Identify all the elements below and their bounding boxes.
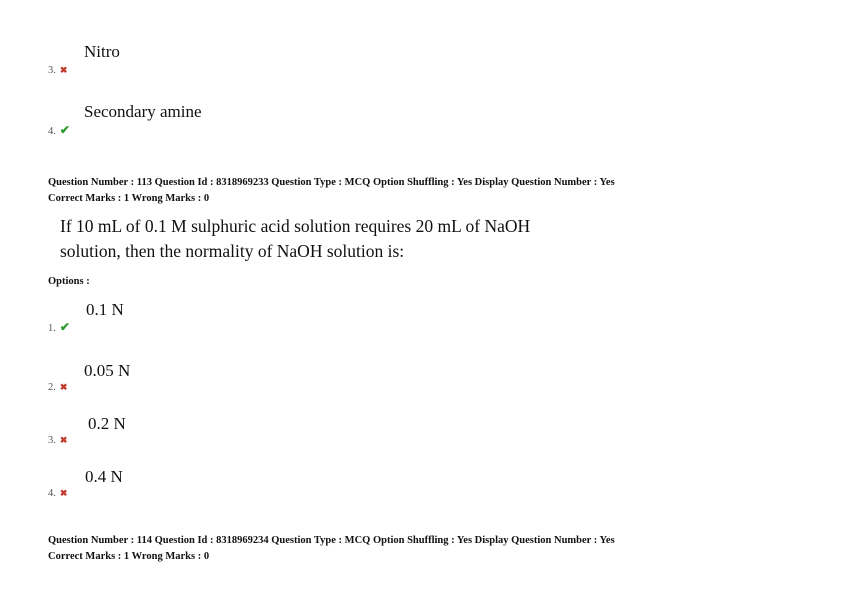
question-meta: Question Number : 113 Question Id : 8318969233 Question Type : MCQ Option Shuffling : Yes Display Question Number : Yes [48, 177, 615, 188]
option-number: 4. [48, 126, 56, 137]
option-number: 3. [48, 435, 56, 446]
option-number: 3. [48, 65, 56, 76]
option-number-row [48, 318, 70, 336]
option-number-row [48, 377, 67, 395]
options-label: Options : [48, 276, 90, 287]
cross-icon: ✖ [59, 382, 68, 392]
marks-meta: Correct Marks : 1 Wrong Marks : 0 [48, 193, 210, 204]
cross-icon: ✖ [59, 488, 68, 498]
cross-icon: ✖ [59, 435, 68, 445]
check-icon: ✔ [59, 320, 70, 334]
option-text: Secondary amine [84, 102, 202, 121]
option-number: 1. [48, 323, 56, 334]
question-text [60, 214, 620, 264]
option-number: 4. [48, 488, 56, 499]
option-number-row [48, 483, 67, 501]
option-number-row [48, 430, 67, 448]
option-number: 2. [48, 382, 56, 393]
cross-icon: ✖ [59, 65, 68, 75]
option-text: 0.2 N [88, 414, 126, 433]
option-text: 0.4 N [85, 467, 123, 486]
option-text: 0.1 N [86, 300, 124, 319]
option-number-row [48, 121, 70, 139]
option-text: Nitro [84, 42, 120, 61]
check-icon: ✔ [59, 123, 70, 137]
question-text-line: solution, then the normality of NaOH solution is: [60, 241, 405, 261]
option-number-row [48, 60, 67, 78]
question-meta: Question Number : 114 Question Id : 8318969234 Question Type : MCQ Option Shuffling : Yes Display Question Number : Yes [48, 535, 615, 546]
question-text-line: If 10 mL of 0.1 M sulphuric acid solution requires 20 mL of NaOH [60, 216, 531, 236]
marks-meta: Correct Marks : 1 Wrong Marks : 0 [48, 551, 210, 562]
option-text: 0.05 N [84, 361, 131, 380]
